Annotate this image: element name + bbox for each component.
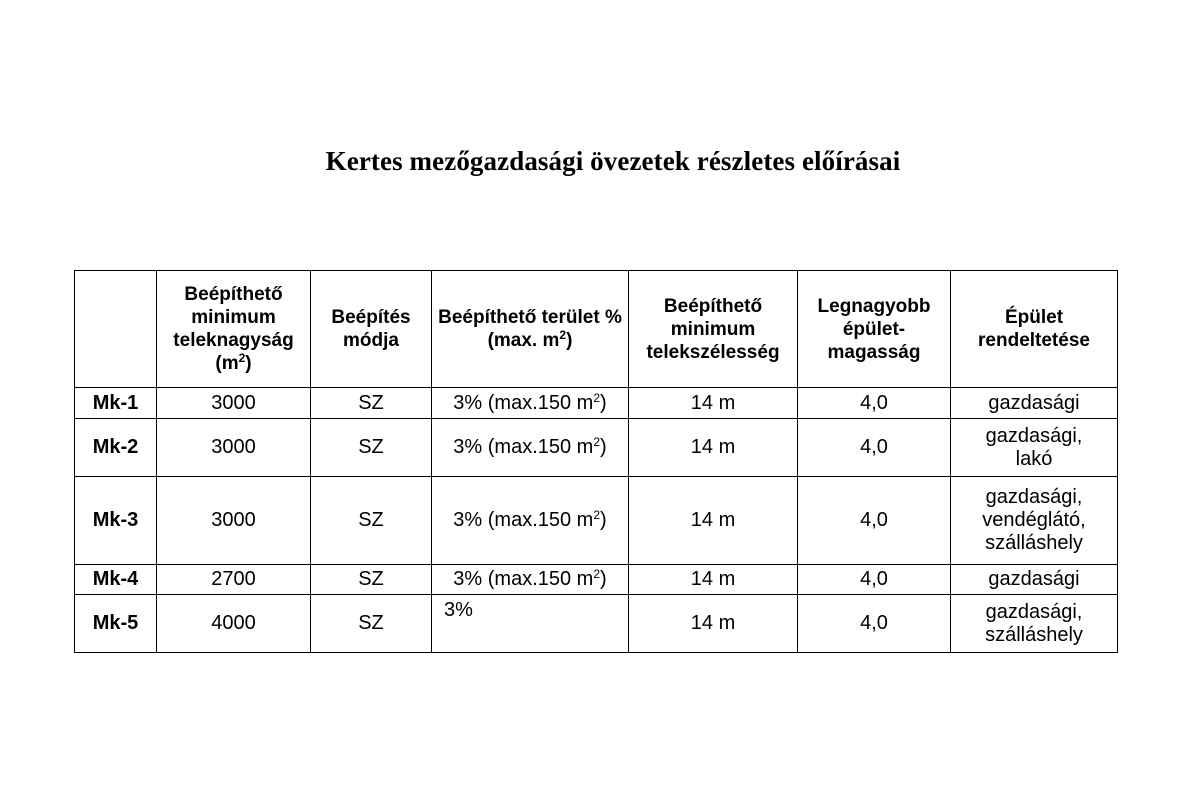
max-height-cell: 4,0 [798,565,951,595]
header-building-use: Épület rendeltetése [951,271,1118,388]
building-use-cell: gazdasági, szálláshely [951,595,1118,653]
min-area-cell: 3000 [157,419,311,477]
zone-cell: Mk-2 [75,419,157,477]
building-use-cell: gazdasági [951,565,1118,595]
building-use-cell: gazdasági [951,388,1118,419]
max-height-cell: 4,0 [798,388,951,419]
page-title: Kertes mezőgazdasági övezetek részletes előírásai [325,146,901,176]
header-build-pct [432,271,629,388]
zone-cell: Mk-3 [75,477,157,565]
build-mode-cell: SZ [311,419,432,477]
build-pct-cell: 3% (max.150 $m^2$) [432,419,629,477]
build-mode-cell: SZ [311,388,432,419]
header-min-area [157,271,311,388]
table-row [75,595,1118,653]
building-use-cell: gazdasági, vendéglátó, szálláshely [951,477,1118,565]
max-height-cell: 4,0 [798,595,951,653]
zone-cell: Mk-1 [75,388,157,419]
min-area-cell: 3000 [157,477,311,565]
table-row [75,388,1118,419]
max-height-cell: 4,0 [798,477,951,565]
build-mode-cell: SZ [311,565,432,595]
max-height-cell: 4,0 [798,419,951,477]
header-zone [75,271,157,388]
zone-cell: Mk-4 [75,565,157,595]
header-min-area-label: Beépíthető minimum teleknagyság [173,284,294,351]
min-area-cell: 2700 [157,565,311,595]
build-pct-cell: 3% (max.150 $m^2$) [432,388,629,419]
regulations-table [74,270,1118,653]
build-pct-cell: 3% [432,595,629,653]
build-mode-cell: SZ [311,595,432,653]
table-row [75,565,1118,595]
header-build-mode: Beépítés módja [311,271,432,388]
building-use-cell: gazdasági, lakó [951,419,1118,477]
table-row [75,419,1118,477]
header-build-pct-label: Beépíthető terület % [438,307,622,328]
table-row [75,477,1118,565]
build-pct-cell: 3% (max.150 $m^2$) [432,477,629,565]
min-width-cell: 14 m [629,565,798,595]
min-width-cell: 14 m [629,388,798,419]
build-pct-cell: 3% (max.150 $m^2$) [432,565,629,595]
min-width-cell: 14 m [629,477,798,565]
min-width-cell: 14 m [629,595,798,653]
min-width-cell: 14 m [629,419,798,477]
build-mode-cell: SZ [311,477,432,565]
header-build-pct-unit: (max. $m^2$) [487,328,573,351]
header-min-width: Beépíthető minimum telekszélesség [629,271,798,388]
zone-cell: Mk-5 [75,595,157,653]
min-area-cell: 3000 [157,388,311,419]
min-area-cell: 4000 [157,595,311,653]
header-max-height: Legnagyobb épület-magasság [798,271,951,388]
header-min-area-unit: $(m^2)$ [215,351,252,374]
header-row [75,271,1118,388]
